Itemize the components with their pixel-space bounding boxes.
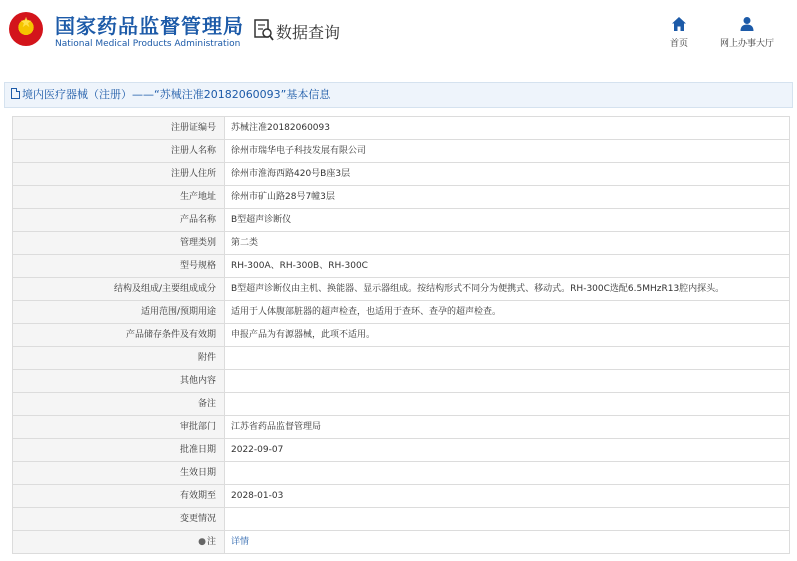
table-row bbox=[13, 163, 790, 186]
field-value: 徐州市淮海西路420号B座3层 bbox=[225, 163, 790, 186]
field-label: 产品名称 bbox=[13, 209, 225, 232]
registration-info-table-wrap bbox=[12, 116, 790, 554]
table-row bbox=[13, 278, 790, 301]
field-label: 型号规格 bbox=[13, 255, 225, 278]
lightbulb-icon: ● bbox=[198, 536, 206, 547]
field-value bbox=[225, 508, 790, 531]
registration-info-table bbox=[12, 116, 790, 554]
nav-home-label: 首页 bbox=[669, 39, 688, 49]
nav-home-link[interactable] bbox=[662, 16, 696, 49]
field-label: 管理类别 bbox=[13, 232, 225, 255]
site-header bbox=[0, 0, 797, 70]
table-row bbox=[13, 209, 790, 232]
field-value bbox=[225, 393, 790, 416]
field-label: 其他内容 bbox=[13, 370, 225, 393]
field-value: 2028-01-03 bbox=[225, 485, 790, 508]
table-row bbox=[13, 416, 790, 439]
field-value: 苏械注准20182060093 bbox=[225, 117, 790, 140]
table-row bbox=[13, 255, 790, 278]
nav-online-service-label: 网上办事大厅 bbox=[719, 39, 774, 49]
field-value: 第二类 bbox=[225, 232, 790, 255]
field-value: 徐州市矿山路28号7幢3层 bbox=[225, 186, 790, 209]
table-row bbox=[13, 347, 790, 370]
field-value: B型超声诊断仪由主机、换能器、显示器组成。按结构形式不同分为便携式、移动式。RH-300C选配6.5MHzR13腔内探头。 bbox=[225, 278, 790, 301]
table-row-note bbox=[13, 531, 790, 554]
table-row bbox=[13, 117, 790, 140]
field-value bbox=[225, 462, 790, 485]
field-label: 注册证编号 bbox=[13, 117, 225, 140]
table-row bbox=[13, 439, 790, 462]
field-value: 徐州市瑞华电子科技发展有限公司 bbox=[225, 140, 790, 163]
details-link[interactable]: 详情 bbox=[231, 536, 250, 547]
field-label: 注册人名称 bbox=[13, 140, 225, 163]
home-icon bbox=[671, 16, 687, 32]
field-label: 批准日期 bbox=[13, 439, 225, 462]
table-row bbox=[13, 232, 790, 255]
field-label: 备注 bbox=[13, 393, 225, 416]
field-value bbox=[225, 347, 790, 370]
field-value: B型超声诊断仪 bbox=[225, 209, 790, 232]
data-query-title: 数据查询 bbox=[276, 23, 341, 42]
table-row bbox=[13, 485, 790, 508]
table-row bbox=[13, 370, 790, 393]
table-row bbox=[13, 324, 790, 347]
page-title-bar bbox=[4, 82, 793, 108]
field-label-note bbox=[13, 531, 225, 554]
table-row bbox=[13, 301, 790, 324]
page-title: 境内医疗器械（注册）——“苏械注准20182060093”基本信息 bbox=[22, 88, 331, 101]
national-emblem-icon: ★ bbox=[9, 12, 43, 46]
field-value-note bbox=[225, 531, 790, 554]
field-label: 审批部门 bbox=[13, 416, 225, 439]
table-row bbox=[13, 462, 790, 485]
site-logo-title[interactable]: 国家药品监督管理局 bbox=[55, 14, 244, 38]
field-label: 产品储存条件及有效期 bbox=[13, 324, 225, 347]
field-label: 变更情况 bbox=[13, 508, 225, 531]
note-label: 注 bbox=[206, 536, 216, 547]
field-label: 结构及组成/主要组成成分 bbox=[13, 278, 225, 301]
table-row bbox=[13, 186, 790, 209]
field-value: RH-300A、RH-300B、RH-300C bbox=[225, 255, 790, 278]
site-logo-subtitle[interactable]: National Medical Products Administration bbox=[55, 39, 241, 49]
field-value: 适用于人体腹部脏器的超声检查，也适用于查环、查孕的超声检查。 bbox=[225, 301, 790, 324]
field-value bbox=[225, 370, 790, 393]
table-row bbox=[13, 508, 790, 531]
field-label: 生产地址 bbox=[13, 186, 225, 209]
data-query-icon bbox=[254, 19, 274, 41]
table-row bbox=[13, 140, 790, 163]
field-value: 申报产品为有源器械，此项不适用。 bbox=[225, 324, 790, 347]
user-icon bbox=[739, 16, 755, 32]
field-label: 适用范围/预期用途 bbox=[13, 301, 225, 324]
field-value: 2022-09-07 bbox=[225, 439, 790, 462]
field-value: 江苏省药品监督管理局 bbox=[225, 416, 790, 439]
document-icon bbox=[11, 88, 20, 99]
field-label: 附件 bbox=[13, 347, 225, 370]
nav-online-service-link[interactable] bbox=[712, 16, 782, 49]
table-row bbox=[13, 393, 790, 416]
field-label: 有效期至 bbox=[13, 485, 225, 508]
field-label: 生效日期 bbox=[13, 462, 225, 485]
field-label: 注册人住所 bbox=[13, 163, 225, 186]
